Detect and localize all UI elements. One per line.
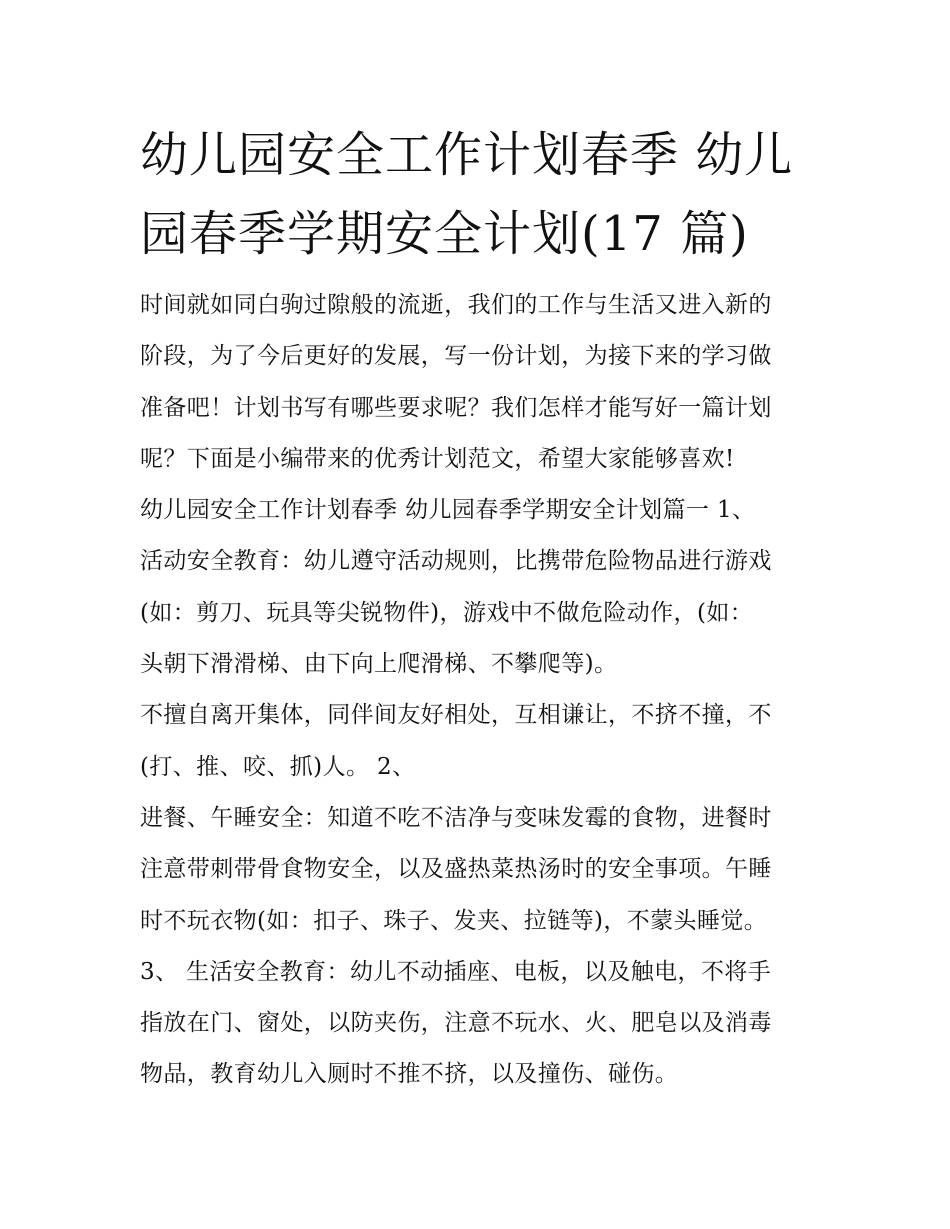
body-line: 3、 生活安全教育：幼儿不动插座、电板，以及触电，不将手: [140, 958, 772, 985]
body-line: 准备吧！计划书写有哪些要求呢？我们怎样才能写好一篇计划: [140, 394, 772, 421]
body-line: (打、推、咬、抓)人。 2、: [140, 753, 416, 780]
body-line: (如：剪刀、玩具等尖锐物件)，游戏中不做危险动作，(如：: [140, 599, 754, 626]
body-line: 不擅自离开集体，同伴间友好相处，互相谦让，不挤不撞，不: [140, 702, 772, 729]
body-line: 活动安全教育：幼儿遵守活动规则，比携带危险物品进行游戏: [140, 548, 772, 575]
body-line: 头朝下滑滑梯、由下向上爬滑梯、不攀爬等)。: [140, 651, 618, 678]
body-line: 进餐、午睡安全：知道不吃不洁净与变味发霉的食物，进餐时: [140, 804, 772, 831]
body-line: 时不玩衣物(如：扣子、珠子、发夹、拉链等)，不蒙头睡觉。: [140, 907, 768, 934]
title-line-2: 园春季学期安全计划(17 篇): [140, 206, 749, 262]
body-line: 呢？下面是小编带来的优秀计划范文，希望大家能够喜欢!: [140, 445, 735, 472]
body-line: 物品，教育幼儿入厕时不推不挤，以及撞伤、碰伤。: [140, 1061, 679, 1088]
title-line-1: 幼儿园安全工作计划春季 幼儿: [140, 127, 794, 183]
document-body: [140, 280, 820, 1101]
body-line: 注意带刺带骨食物安全，以及盛热菜热汤时的安全事项。午睡: [140, 856, 772, 883]
body-line: 阶段，为了今后更好的发展，写一份计划，为接下来的学习做: [140, 343, 772, 370]
body-line: 幼儿园安全工作计划春季 幼儿园春季学期安全计划篇一 1、: [140, 497, 756, 524]
document-title: [140, 116, 820, 274]
body-line: 指放在门、窗处，以防夹伤，注意不玩水、火、肥皂以及消毒: [140, 1010, 772, 1037]
body-line: 时间就如同白驹过隙般的流逝，我们的工作与生活又进入新的: [140, 292, 772, 318]
